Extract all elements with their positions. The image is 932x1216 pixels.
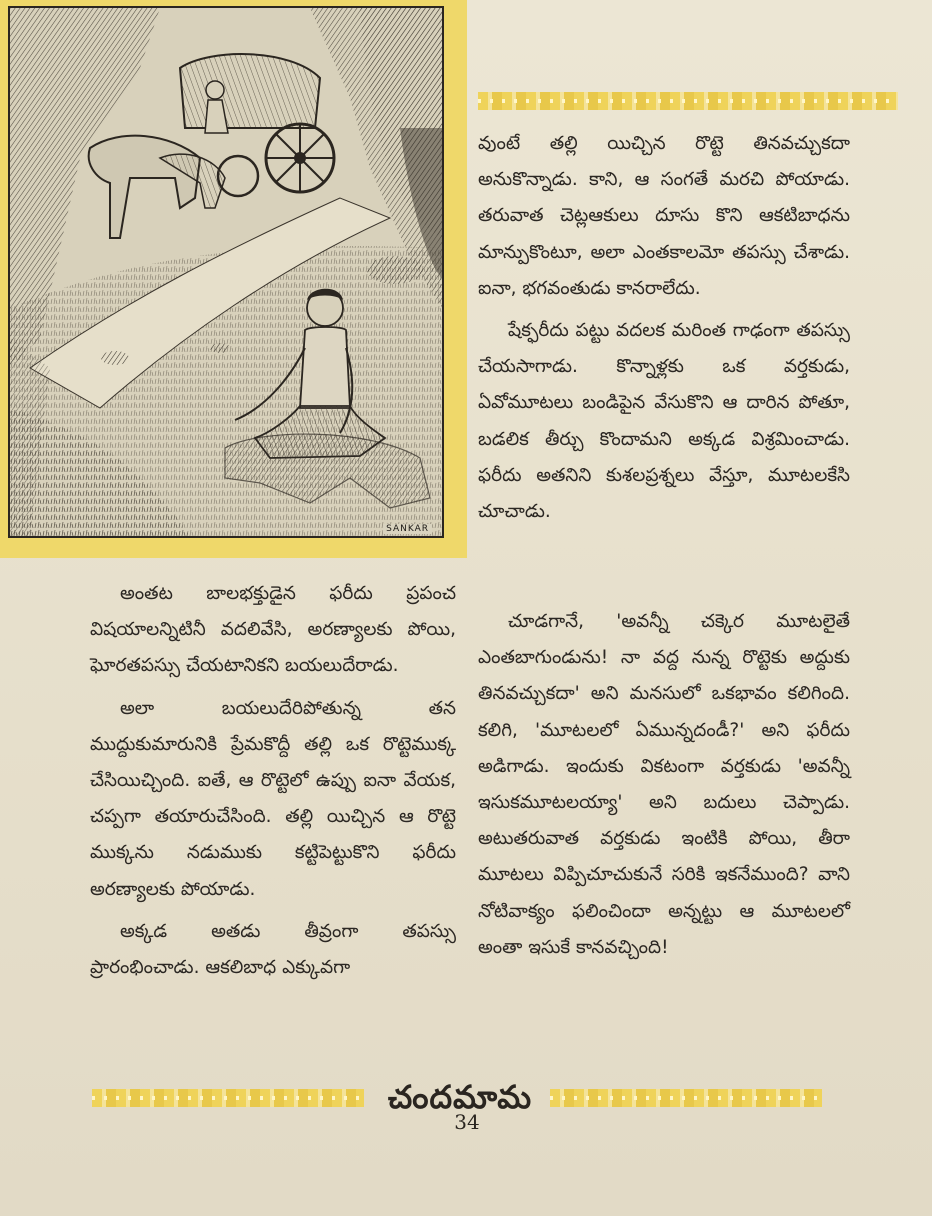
paragraph: చూడగానే, 'అవన్నీ చక్కెర మూటలైతే ఎంతబాగుండును! నా వద్ద నున్న రొట్టెకు అద్దుకు తినవచ్చుకదా' అని మనసులో ఒకభావం కలిగింది. కలిగి, 'మూటలలో ఏమున్నదండీ?' అని ఫరీదు అడిగాడు. ఇందుకు వికటంగా వర్తకుడు 'అవన్నీ ఇసుకమూటలయ్యా' అని బదులు చెప్పాడు. అటుతరువాత వర్తకుడు ఇంటికి పోయి, తీరా మూటలు విప్పిచూచుకునే సరికి ఇకనేముంది? వాని నోటివాక్యం ఫలించిందా అన్నట్టు ఆ మూటలలో అంతా ఇసుకే కానవచ్చింది! (478, 611, 850, 958)
story-illustration (8, 6, 444, 538)
paragraph: షేక్ఫరీదు పట్టు వదలక మరింత గాఢంగా తపస్సు చేయసాగాడు. కొన్నాళ్లకు ఒక వర్తకుడు, ఏవోమూటలు బండిపైన వేసుకొని ఆ దారిన పోతూ, బడలిక తీర్చు కొందామని అక్కడ విశ్రమించాడు. ఫరీదు అతనిని కుశలప్రశ్నలు వేస్తూ, మూటలకేసి చూచాడు. (478, 320, 850, 523)
column-left-bottom (90, 576, 456, 992)
paragraph: అక్కడ అతడు తీవ్రంగా తపస్సు ప్రారంభించాడు. ఆకలిబాధ ఎక్కువగా (90, 920, 456, 979)
paragraph: అలా బయలుదేరిపోతున్న తన ముద్దుకుమారునికి ప్రేమకొద్దీ తల్లి ఒక రొట్టెముక్క చేసియిచ్చింది. ఐతే, ఆ రొట్టెలో ఉప్పు ఐనా వేయక, చప్పగా తయారుచేసింది. తల్లి యిచ్చిన ఆ రొట్టె ముక్కను నడుముకు కట్టిపెట్టుకొని ఫరీదు అరణ్యాలకు పోయాడు. (90, 697, 456, 900)
magazine-name: చందమామ (387, 1078, 533, 1116)
page-number: 34 (454, 1110, 480, 1134)
decorative-border-bottom-right (550, 1089, 822, 1107)
decorative-border-bottom-left (92, 1089, 364, 1107)
artist-signature: SANKAR (383, 524, 432, 534)
paragraph: వుంటే తల్లి యిచ్చిన రొట్టె తినవచ్చుకదా అనుకొన్నాడు. కాని, ఆ సంగతే మరచి పోయాడు. తరువాత చెట్లఆకులు దూసు కొని ఆకటిబాధను మాన్పుకొంటూ, అలా ఎంతకాలమో తపస్సు చేశాడు. ఐనా, భగవంతుడు కానరాలేదు. (478, 133, 850, 299)
column-right-top (478, 126, 850, 536)
decorative-border-top (478, 92, 898, 110)
illustration-drawing (10, 8, 442, 536)
column-right-bottom (478, 604, 850, 972)
paragraph: అంతట బాలభక్తుడైన ఫరీదు ప్రపంచ విషయాలన్నిటినీ వదలివేసి, అరణ్యాలకు పోయి, ఘోరతపస్సు చేయటానికని బయలుదేరాడు. (90, 583, 456, 677)
